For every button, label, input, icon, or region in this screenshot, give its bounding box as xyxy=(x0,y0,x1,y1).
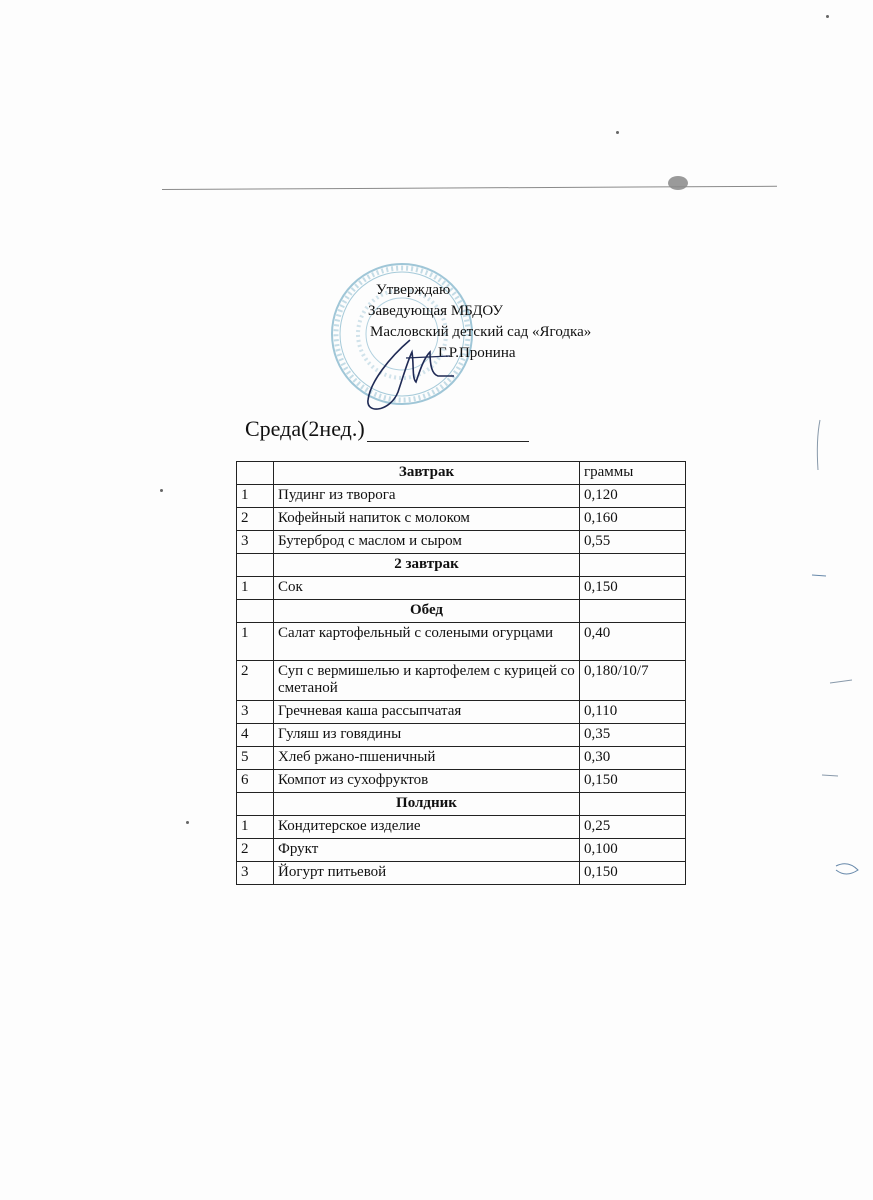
dish-name: Кондитерское изделие xyxy=(274,816,580,839)
table-header-row xyxy=(237,462,686,485)
portion-grams: 0,150 xyxy=(580,862,686,885)
row-number: 2 xyxy=(237,661,274,701)
scan-speck xyxy=(160,489,163,492)
dish-name: Кофейный напиток с молоком xyxy=(274,508,580,531)
table-row xyxy=(237,577,686,600)
dish-name: Салат картофельный с солеными огурцами xyxy=(274,623,580,661)
row-number: 1 xyxy=(237,577,274,600)
table-row xyxy=(237,661,686,701)
table-row xyxy=(237,724,686,747)
dish-name: Суп с вермишелью и картофелем с курицей со сметаной xyxy=(274,661,580,701)
table-row xyxy=(237,623,686,661)
table-row xyxy=(237,485,686,508)
scan-speck xyxy=(186,821,189,824)
table-row xyxy=(237,816,686,839)
scan-speck xyxy=(616,131,619,134)
section-title: Обед xyxy=(274,600,580,623)
approval-block xyxy=(330,262,670,412)
dish-name: Гуляш из говядины xyxy=(274,724,580,747)
portion-grams: 0,160 xyxy=(580,508,686,531)
dish-name: Фрукт xyxy=(274,839,580,862)
table-row xyxy=(237,862,686,885)
portion-grams: 0,30 xyxy=(580,747,686,770)
table-row xyxy=(237,701,686,724)
approval-line-approve: Утверждаю xyxy=(376,282,451,298)
approval-line-organization: Масловский детский сад «Ягодка» xyxy=(370,324,592,340)
day-title xyxy=(245,416,529,442)
row-number: 5 xyxy=(237,747,274,770)
header-unit: граммы xyxy=(580,462,686,485)
handwritten-signature xyxy=(350,322,460,417)
dish-name: Сок xyxy=(274,577,580,600)
section-title: Полдник xyxy=(274,793,580,816)
table-section-row xyxy=(237,554,686,577)
row-number: 6 xyxy=(237,770,274,793)
row-number: 1 xyxy=(237,485,274,508)
punch-hole xyxy=(668,176,688,190)
header-num-cell xyxy=(237,462,274,485)
row-number: 2 xyxy=(237,508,274,531)
section-gram-cell xyxy=(580,554,686,577)
portion-grams: 0,40 xyxy=(580,623,686,661)
row-number: 2 xyxy=(237,839,274,862)
table-section-row xyxy=(237,600,686,623)
approval-line-position: Заведующая МБДОУ xyxy=(368,303,504,319)
dish-name: Пудинг из творога xyxy=(274,485,580,508)
section-gram-cell xyxy=(580,793,686,816)
portion-grams: 0,25 xyxy=(580,816,686,839)
day-title-text: Среда(2нед.) xyxy=(245,416,365,441)
row-number: 1 xyxy=(237,816,274,839)
dish-name: Йогурт питьевой xyxy=(274,862,580,885)
table-row xyxy=(237,747,686,770)
section-num-cell xyxy=(237,554,274,577)
table-row xyxy=(237,839,686,862)
title-underline xyxy=(367,421,529,442)
dish-name: Гречневая каша рассыпчатая xyxy=(274,701,580,724)
row-number: 3 xyxy=(237,862,274,885)
dish-name: Бутерброд с маслом и сыром xyxy=(274,531,580,554)
row-number: 1 xyxy=(237,623,274,661)
portion-grams: 0,100 xyxy=(580,839,686,862)
approval-line-signatory: Г.Р.Пронина xyxy=(438,345,516,361)
menu-table-body xyxy=(237,462,686,885)
portion-grams: 0,35 xyxy=(580,724,686,747)
row-number: 4 xyxy=(237,724,274,747)
section-title: 2 завтрак xyxy=(274,554,580,577)
portion-grams: 0,55 xyxy=(580,531,686,554)
table-row xyxy=(237,770,686,793)
table-section-row xyxy=(237,793,686,816)
portion-grams: 0,120 xyxy=(580,485,686,508)
portion-grams: 0,180/10/7 xyxy=(580,661,686,701)
row-number: 3 xyxy=(237,531,274,554)
header-meal-title: Завтрак xyxy=(274,462,580,485)
section-num-cell xyxy=(237,600,274,623)
dish-name: Хлеб ржано-пшеничный xyxy=(274,747,580,770)
dish-name: Компот из сухофруктов xyxy=(274,770,580,793)
scan-marks xyxy=(800,400,873,900)
section-gram-cell xyxy=(580,600,686,623)
portion-grams: 0,110 xyxy=(580,701,686,724)
portion-grams: 0,150 xyxy=(580,577,686,600)
portion-grams: 0,150 xyxy=(580,770,686,793)
section-num-cell xyxy=(237,793,274,816)
scan-speck xyxy=(826,15,829,18)
table-row xyxy=(237,508,686,531)
menu-table xyxy=(236,461,686,885)
row-number: 3 xyxy=(237,701,274,724)
table-row xyxy=(237,531,686,554)
